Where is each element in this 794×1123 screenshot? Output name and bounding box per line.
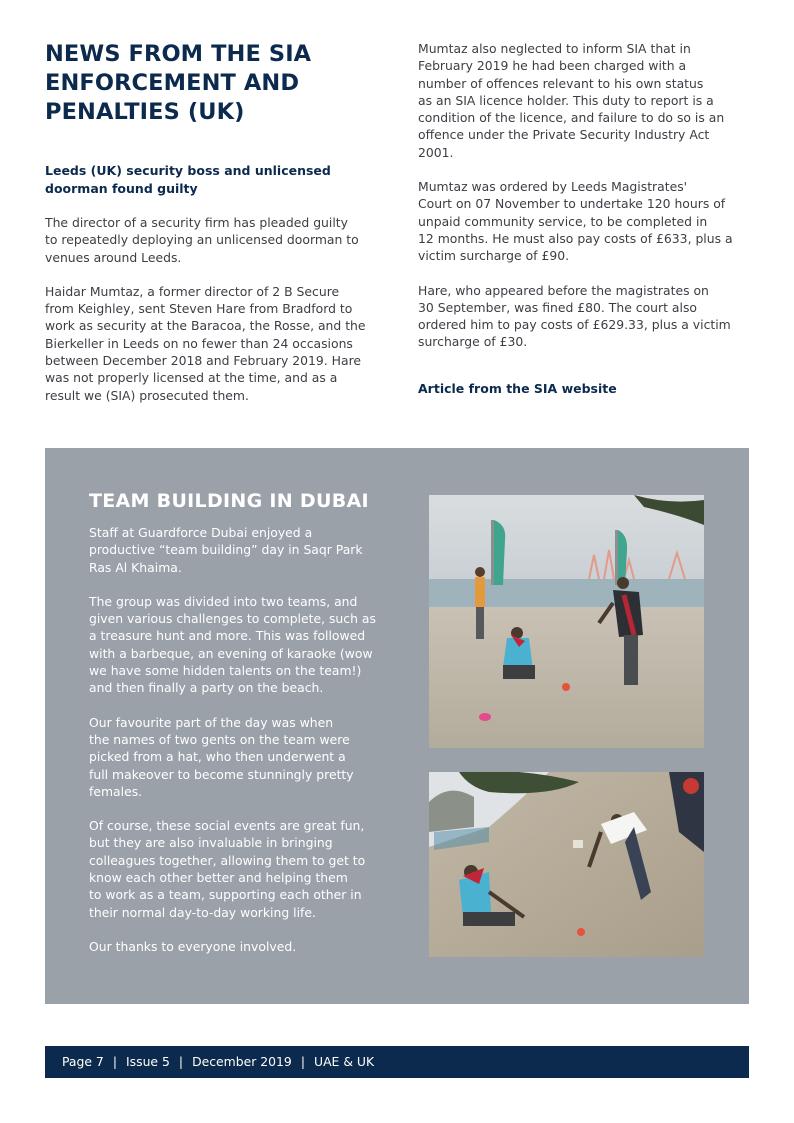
footer-region: UAE & UK: [314, 1054, 375, 1069]
article-left-column: [45, 40, 385, 404]
team-paragraph: Our thanks to everyone involved.: [89, 938, 297, 954]
footer-separator: |: [300, 1054, 305, 1069]
article-paragraph: Haidar Mumtaz, a former director of 2 B Secure from Keighley, sent Steven Hare from Bradford to work as security at the Baracoa, the Rosse, and the Bierkeller in Leeds on no fewer than 24 occasions between December 2018 and February 2019. Hare was not properly licensed at the time, and as a result we (SIA) prosecuted them.: [45, 283, 366, 403]
footer-issue: Issue 5: [126, 1054, 170, 1069]
team-paragraph: Staff at Guardforce Dubai enjoyed a productive “team building” day in Saqr Park Ras Al Khaima.: [89, 525, 363, 575]
footer-separator: |: [112, 1054, 118, 1069]
footer-separator: |: [178, 1054, 184, 1069]
sia-website-link[interactable]: Article from the SIA website: [418, 380, 617, 396]
beach-team-photo: [429, 495, 704, 748]
article-subhead: Leeds (UK) security boss and unlicensed doorman found guilty: [45, 163, 331, 196]
team-activity-photo: [429, 772, 704, 957]
team-building-title: TEAM BUILDING IN DUBAI: [89, 490, 369, 512]
team-building-panel: [45, 448, 749, 1004]
page-footer: [45, 1046, 749, 1078]
team-building-text: [89, 488, 399, 955]
article-paragraph: Mumtaz was ordered by Leeds Magistrates' Court on 07 November to undertake 120 hours of unpaid community service, to be completed in 12 months. He must also pay costs of £633, plus a victim surcharge of £90.: [418, 179, 733, 264]
team-paragraph: Of course, these social events are great fun, but they are also invaluable in bringing colleagues together, allowing them to get to know each other better and helping them to work as a team, supporting each other in their normal day-to-day working life.: [89, 818, 366, 920]
article-paragraph: Mumtaz also neglected to inform SIA that in February 2019 he had been charged with a number of offences relevant to his own status as an SIA licence holder. This duty to report is a condition of the licence, and failure to do so is an offence under the Private Security Industry Act 2001.: [418, 41, 725, 160]
footer-date: December 2019: [192, 1054, 292, 1069]
article-paragraph: The director of a security firm has pleaded guilty to repeatedly deploying an unlicensed doorman to venues around Leeds.: [45, 215, 359, 265]
team-paragraph: The group was divided into two teams, and given various challenges to complete, such as a treasure hunt and more. This was followed with a barbeque, an evening of karaoke (wow we have some hidden talents on the team!) and then finally a party on the beach.: [89, 593, 376, 696]
article-paragraph: Hare, who appeared before the magistrates on 30 September, was fined £80. The court also ordered him to pay costs of £629.33, plus a victim surcharge of £30.: [418, 282, 731, 350]
article-headline: NEWS FROM THE SIA ENFORCEMENT AND PENALTIES (UK): [45, 41, 312, 125]
footer-page-number: Page 7: [62, 1054, 104, 1069]
article-right-column: [418, 40, 748, 396]
team-paragraph: Our favourite part of the day was when the names of two gents on the team were picked from a hat, who then underwent a full makeover to become stunningly pretty females.: [89, 714, 354, 799]
